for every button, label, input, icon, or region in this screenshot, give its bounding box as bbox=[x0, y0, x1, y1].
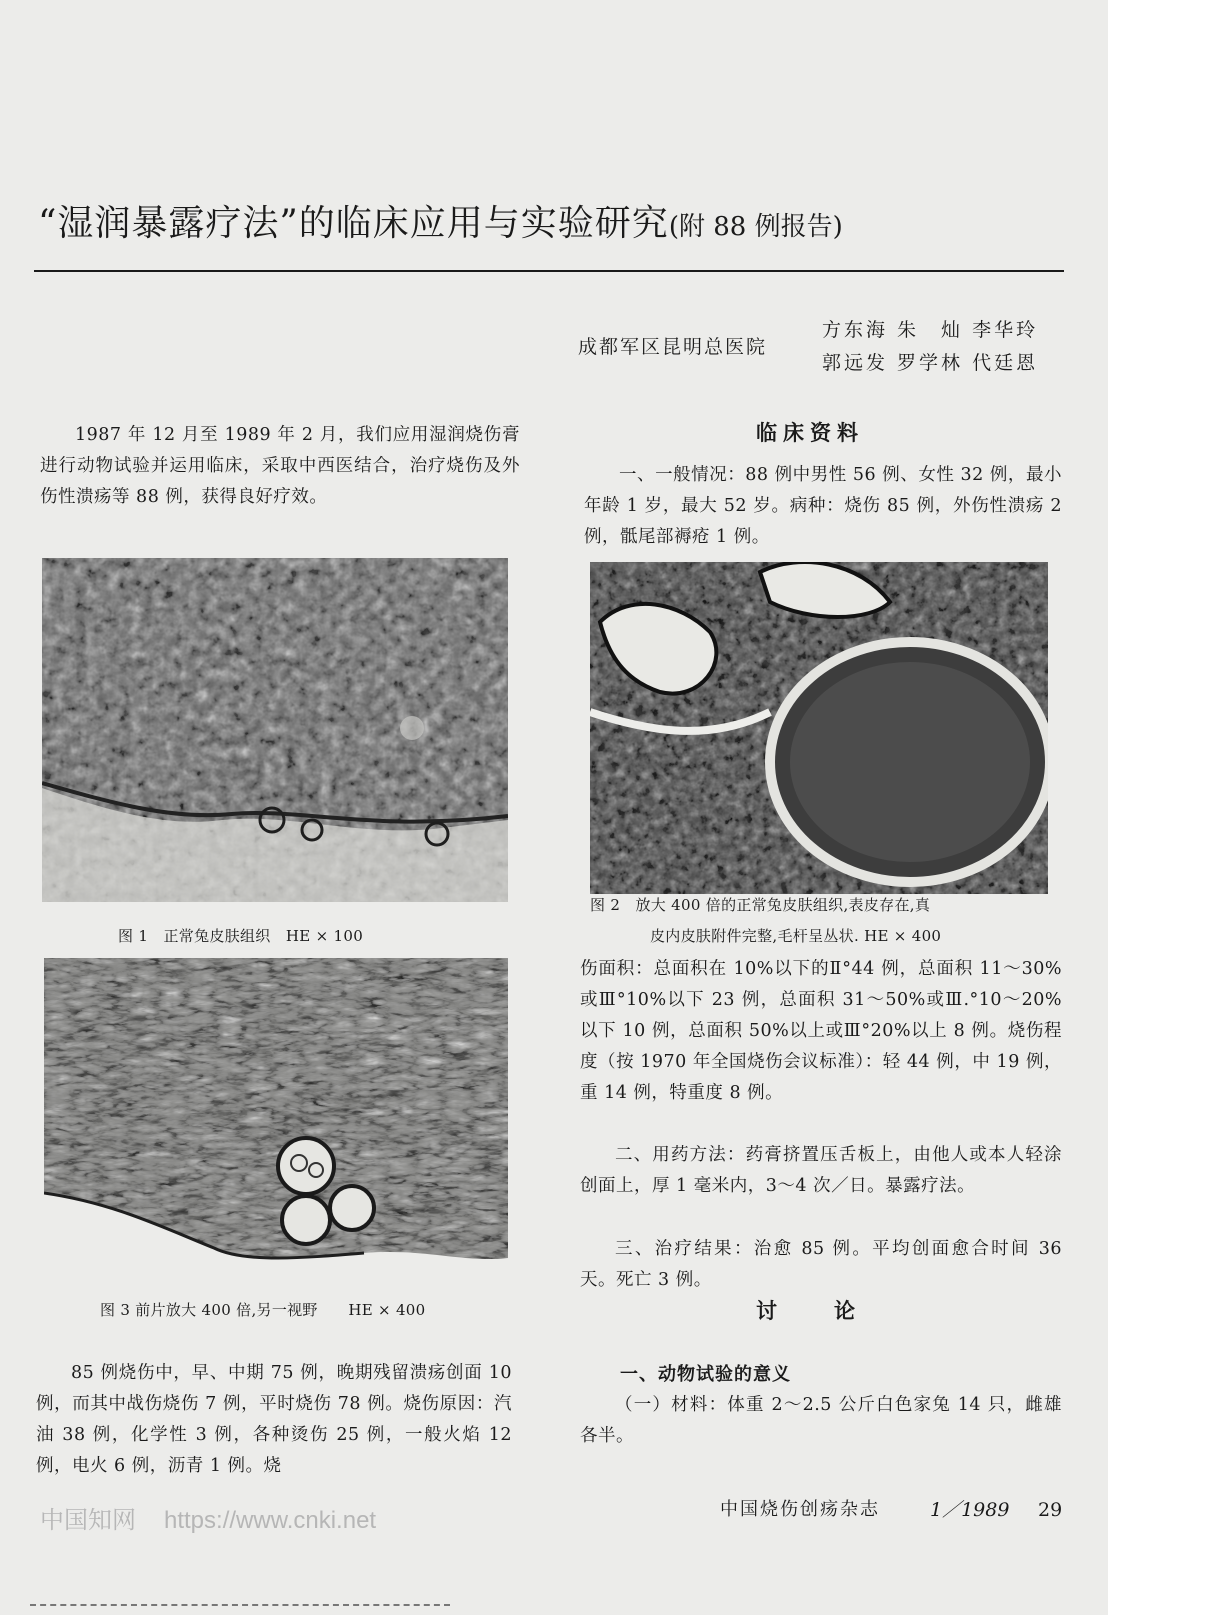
author-list bbox=[822, 314, 1038, 380]
medication-paragraph: 二、用药方法：药膏挤置压舌板上，由他人或本人轻涂创面上，厚 1 毫米内，3～4 次／日。暴露疗法。 bbox=[580, 1145, 1062, 1196]
materials-paragraph: （一）材料：体重 2～2.5 公斤白色家兔 14 只，雌雄各半。 bbox=[580, 1395, 1062, 1446]
subheading-animal-test: 一、动物试验的意义 bbox=[620, 1364, 791, 1385]
authors-line-2: 郭远发 罗学林 代廷恩 bbox=[822, 352, 1039, 374]
figure-1-micrograph bbox=[42, 558, 508, 902]
title-sub: (附 88 例报告) bbox=[668, 212, 843, 242]
article-title bbox=[38, 200, 1068, 251]
figure-3-micrograph bbox=[44, 958, 508, 1288]
page-margin bbox=[1108, 0, 1216, 1615]
cnki-watermark bbox=[40, 1506, 376, 1536]
results-paragraph: 三、治疗结果：治愈 85 例。平均创面愈合时间 36 天。死亡 3 例。 bbox=[580, 1239, 1062, 1290]
figure-2-caption-line-1: 图 2 放大 400 倍的正常兔皮肤组织,表皮存在,真 bbox=[590, 896, 931, 914]
watermark-brand: 中国知网 bbox=[40, 1507, 136, 1534]
authors-line-1: 方东海 朱 灿 李华玲 bbox=[822, 319, 1039, 341]
affiliation: 成都军区昆明总医院 bbox=[578, 336, 768, 358]
figure-2-micrograph bbox=[590, 562, 1048, 894]
footer-page-number: 29 bbox=[1038, 1499, 1063, 1521]
title-rule bbox=[34, 270, 1064, 272]
page-bottom-edge bbox=[30, 1604, 450, 1606]
title-main: “湿润暴露疗法”的临床应用与实验研究 bbox=[38, 203, 669, 244]
wound-area-paragraph: 伤面积：总面积在 10%以下的Ⅱ°44 例，总面积 11～30%或Ⅲ°10%以下 23 例，总面积 31～50%或Ⅲ.°10～20%以下 10 例，总面积 50%以上或Ⅲ°20%以上 8 例。烧伤程度（按 1970 年全国烧伤会议标准）：轻 44 例，中 19 例，重 14 例，特重度 8 例。 bbox=[580, 959, 1062, 1103]
section-heading-discussion: 讨 论 bbox=[756, 1298, 873, 1323]
figure-3-caption: 图 3 前片放大 400 倍,另一视野 HE × 400 bbox=[100, 1301, 426, 1319]
figure-1-caption: 图 1 正常兔皮肤组织 HE × 100 bbox=[118, 927, 364, 945]
figure-2-caption-line-2: 皮内皮肤附件完整,毛杆呈丛状. HE × 400 bbox=[650, 927, 942, 945]
section-heading-clinical: 临床资料 bbox=[756, 420, 864, 445]
footer-journal-name: 中国烧伤创疡杂志 bbox=[720, 1499, 880, 1520]
general-info-paragraph: 一、一般情况：88 例中男性 56 例、女性 32 例，最小年龄 1 岁，最大 52 岁。病种：烧伤 85 例，外伤性溃疡 2 例，骶尾部褥疮 1 例。 bbox=[584, 465, 1062, 547]
intro-paragraph: 1987 年 12 月至 1989 年 2 月，我们应用湿润烧伤膏进行动物试验并运用临床，采取中西医结合，治疗烧伤及外伤性溃疡等 88 例，获得良好疗效。 bbox=[40, 425, 520, 507]
footer-issue: 1／1989 bbox=[930, 1499, 1010, 1521]
burn-cases-paragraph: 85 例烧伤中，早、中期 75 例，晚期残留溃疡创面 10 例，而其中战伤烧伤 7 例，平时烧伤 78 例。烧伤原因：汽油 38 例，化学性 3 例，各种烫伤 25 例，一般火焰 12 例，电火 6 例，沥青 1 例。烧 bbox=[36, 1363, 512, 1476]
watermark-url: https://www.cnki.net bbox=[164, 1507, 377, 1534]
